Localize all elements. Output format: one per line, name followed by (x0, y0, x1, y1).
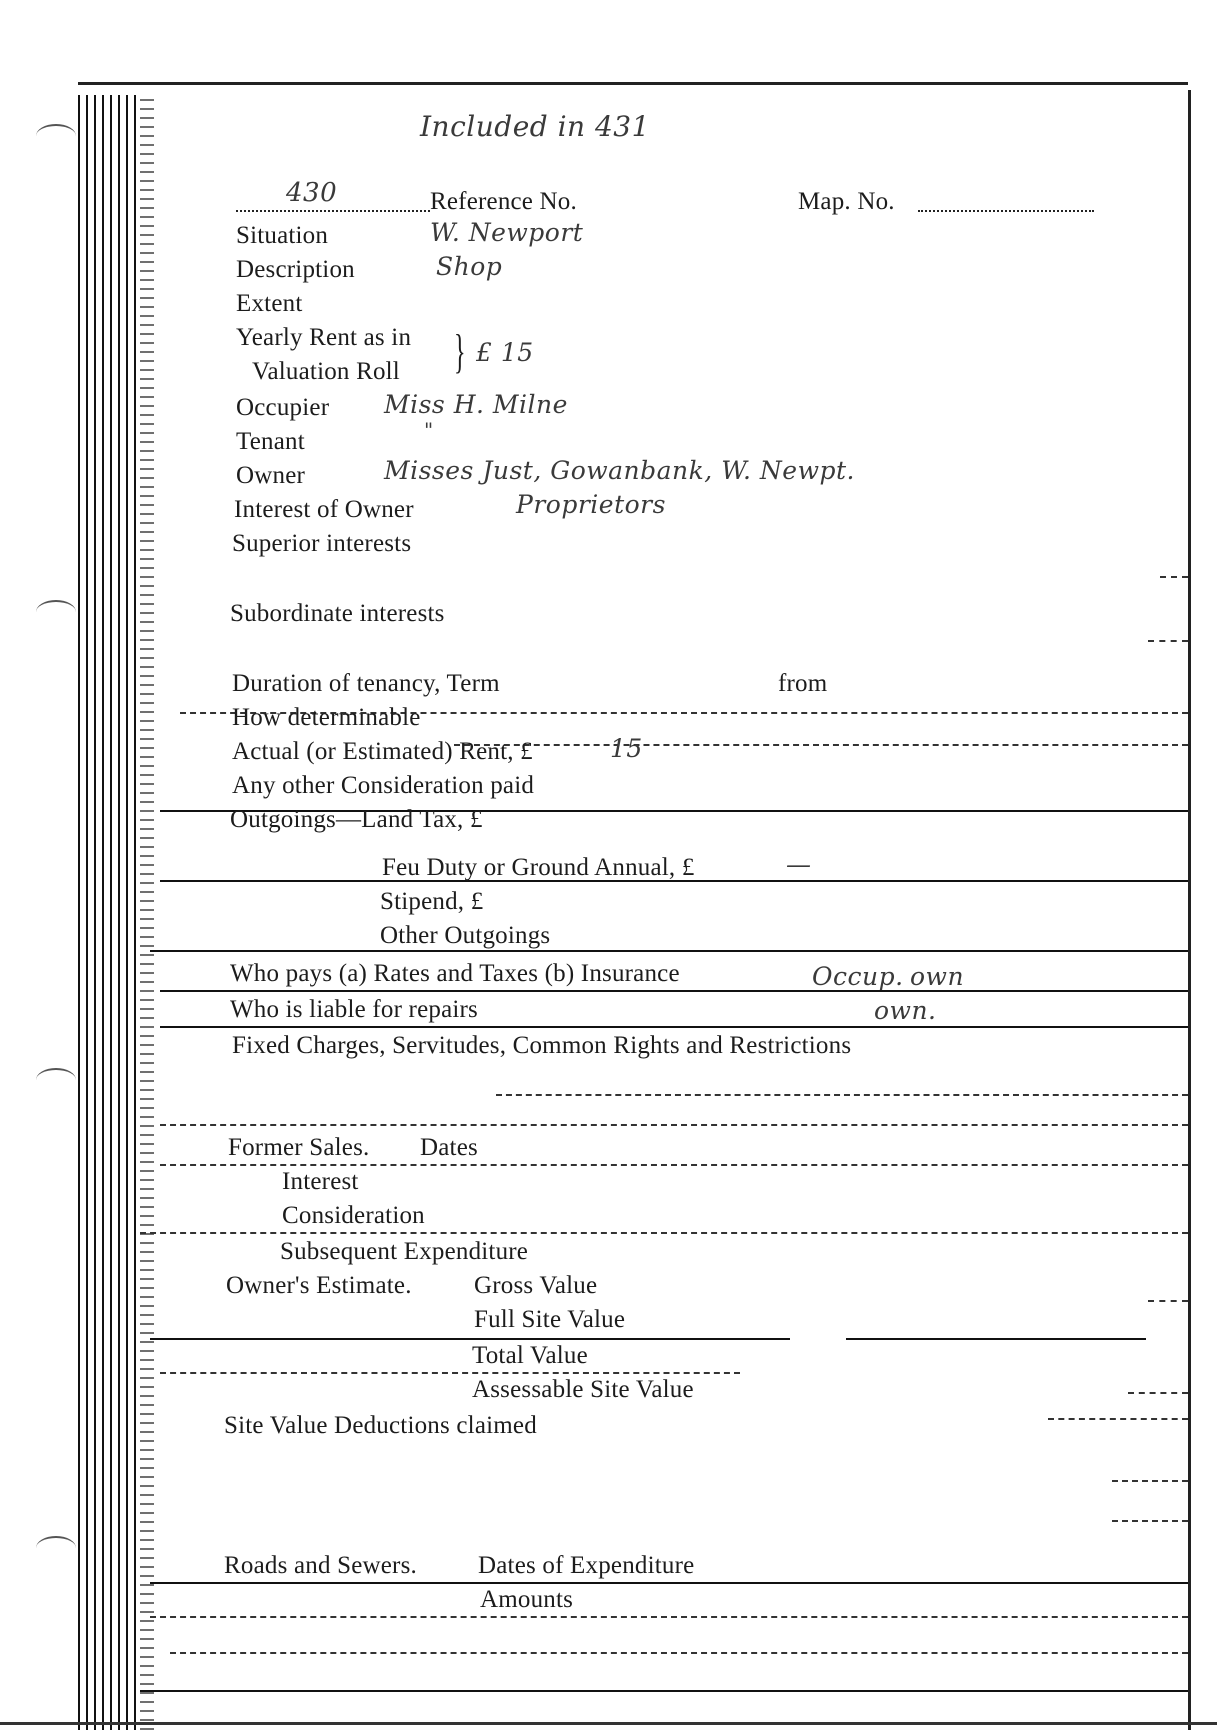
description-label: Description (236, 256, 355, 283)
rule-line (160, 1124, 1188, 1126)
punch-hole-mark (36, 1536, 76, 1560)
left-binding-edge (78, 95, 140, 1730)
how-determinable-label: How determinable (232, 704, 421, 731)
right-margin-tick (1112, 1520, 1188, 1522)
duration-from-label: from (778, 670, 828, 697)
roads-amounts-label: Amounts (480, 1586, 574, 1613)
tenant-label: Tenant (236, 428, 305, 455)
owners-estimate-label: Owner's Estimate. (226, 1272, 412, 1299)
occupier-label: Occupier (236, 394, 330, 421)
feu-duty-label: Feu Duty or Ground Annual, £ (382, 854, 695, 881)
rule-line (150, 950, 1188, 952)
interest-of-owner-label: Interest of Owner (234, 496, 414, 523)
situation-label: Situation (236, 222, 329, 249)
rule-line (160, 1164, 1188, 1166)
rule-line (160, 990, 1188, 992)
rule-line (160, 1026, 1188, 1028)
punch-hole-mark (36, 1068, 76, 1092)
right-margin-tick (1048, 1418, 1188, 1420)
duration-term-label: Duration of tenancy, Term (232, 670, 500, 697)
rule-line (150, 1338, 790, 1340)
tenant-value: " (424, 418, 434, 442)
former-sales-dates-label: Dates (420, 1134, 478, 1161)
rule-line (140, 1690, 1188, 1692)
feu-duty-value: — (786, 850, 812, 879)
other-consideration-label: Any other Consideration paid (232, 772, 535, 799)
full-site-value-label: Full Site Value (474, 1306, 626, 1333)
rule-line (454, 744, 1188, 746)
former-sales-label: Former Sales. (228, 1134, 370, 1161)
right-edge-line (1188, 90, 1191, 1730)
subordinate-interests-label: Subordinate interests (230, 600, 445, 627)
former-sales-interest-label: Interest (282, 1168, 359, 1195)
map-number-dotted-line (918, 210, 1094, 212)
right-margin-tick (1160, 576, 1188, 578)
yearly-rent-brace: } (454, 325, 466, 378)
left-binding-texture (140, 95, 154, 1730)
right-margin-tick (1128, 1392, 1188, 1394)
repairs-value: own. (874, 996, 937, 1025)
rule-line (140, 1232, 1188, 1234)
who-pays-rates-value: Occup. (812, 962, 904, 991)
gross-value-label: Gross Value (474, 1272, 598, 1299)
other-outgoings-label: Other Outgoings (380, 922, 551, 949)
rule-line (150, 1616, 1188, 1618)
description-value: Shop (436, 252, 503, 281)
owner-value: Misses Just, Gowanbank, W. Newpt. (384, 456, 855, 485)
map-number-label: Map. No. (798, 188, 895, 215)
total-value-label: Total Value (472, 1342, 588, 1369)
fixed-charges-label: Fixed Charges, Servitudes, Common Rights and Restrictions (232, 1032, 852, 1059)
interest-of-owner-value: Proprietors (516, 490, 666, 519)
occupier-value: Miss H. Milne (384, 390, 568, 419)
punch-hole-mark (36, 600, 76, 624)
reference-number-label: Reference No. (430, 188, 577, 215)
yearly-rent-label-line1: Yearly Rent as in (236, 324, 412, 351)
superior-interests-label: Superior interests (232, 530, 412, 557)
actual-rent-label: Actual (or Estimated) Rent, £ (232, 738, 533, 765)
repairs-label: Who is liable for repairs (230, 996, 478, 1023)
who-pays-label: Who pays (a) Rates and Taxes (b) Insurance (230, 960, 680, 987)
site-value-deductions-label: Site Value Deductions claimed (224, 1412, 537, 1439)
actual-rent-value: 15 (610, 734, 643, 763)
handwritten-header-note: Included in 431 (420, 110, 650, 143)
reference-dotted-line (236, 210, 430, 212)
rule-line (170, 1652, 1188, 1654)
right-margin-tick (1148, 640, 1188, 642)
yearly-rent-value: £ 15 (476, 338, 534, 367)
rule-line (496, 1094, 1188, 1096)
top-edge-line (78, 82, 1188, 85)
owner-label: Owner (236, 462, 306, 489)
rule-line (150, 1582, 1188, 1584)
roads-sewers-label: Roads and Sewers. (224, 1552, 417, 1579)
bottom-edge (0, 1722, 1217, 1725)
former-sales-consideration-label: Consideration (282, 1202, 425, 1229)
outgoings-land-tax-label: Outgoings—Land Tax, £ (230, 806, 483, 833)
reference-number-value: 430 (286, 178, 338, 208)
rule-line (846, 1338, 1146, 1340)
extent-label: Extent (236, 290, 303, 317)
punch-hole-mark (36, 124, 76, 148)
yearly-rent-label-line2: Valuation Roll (252, 358, 400, 385)
stipend-label: Stipend, £ (380, 888, 484, 915)
subsequent-expenditure-label: Subsequent Expenditure (280, 1238, 529, 1265)
who-pays-insurance-value: own (910, 962, 965, 991)
roads-dates-of-expenditure-label: Dates of Expenditure (478, 1552, 695, 1579)
right-margin-tick (1112, 1480, 1188, 1482)
assessable-site-value-label: Assessable Site Value (472, 1376, 694, 1403)
rule-line (160, 1372, 740, 1374)
right-margin-tick (1148, 1300, 1188, 1302)
situation-value: W. Newport (430, 218, 584, 247)
